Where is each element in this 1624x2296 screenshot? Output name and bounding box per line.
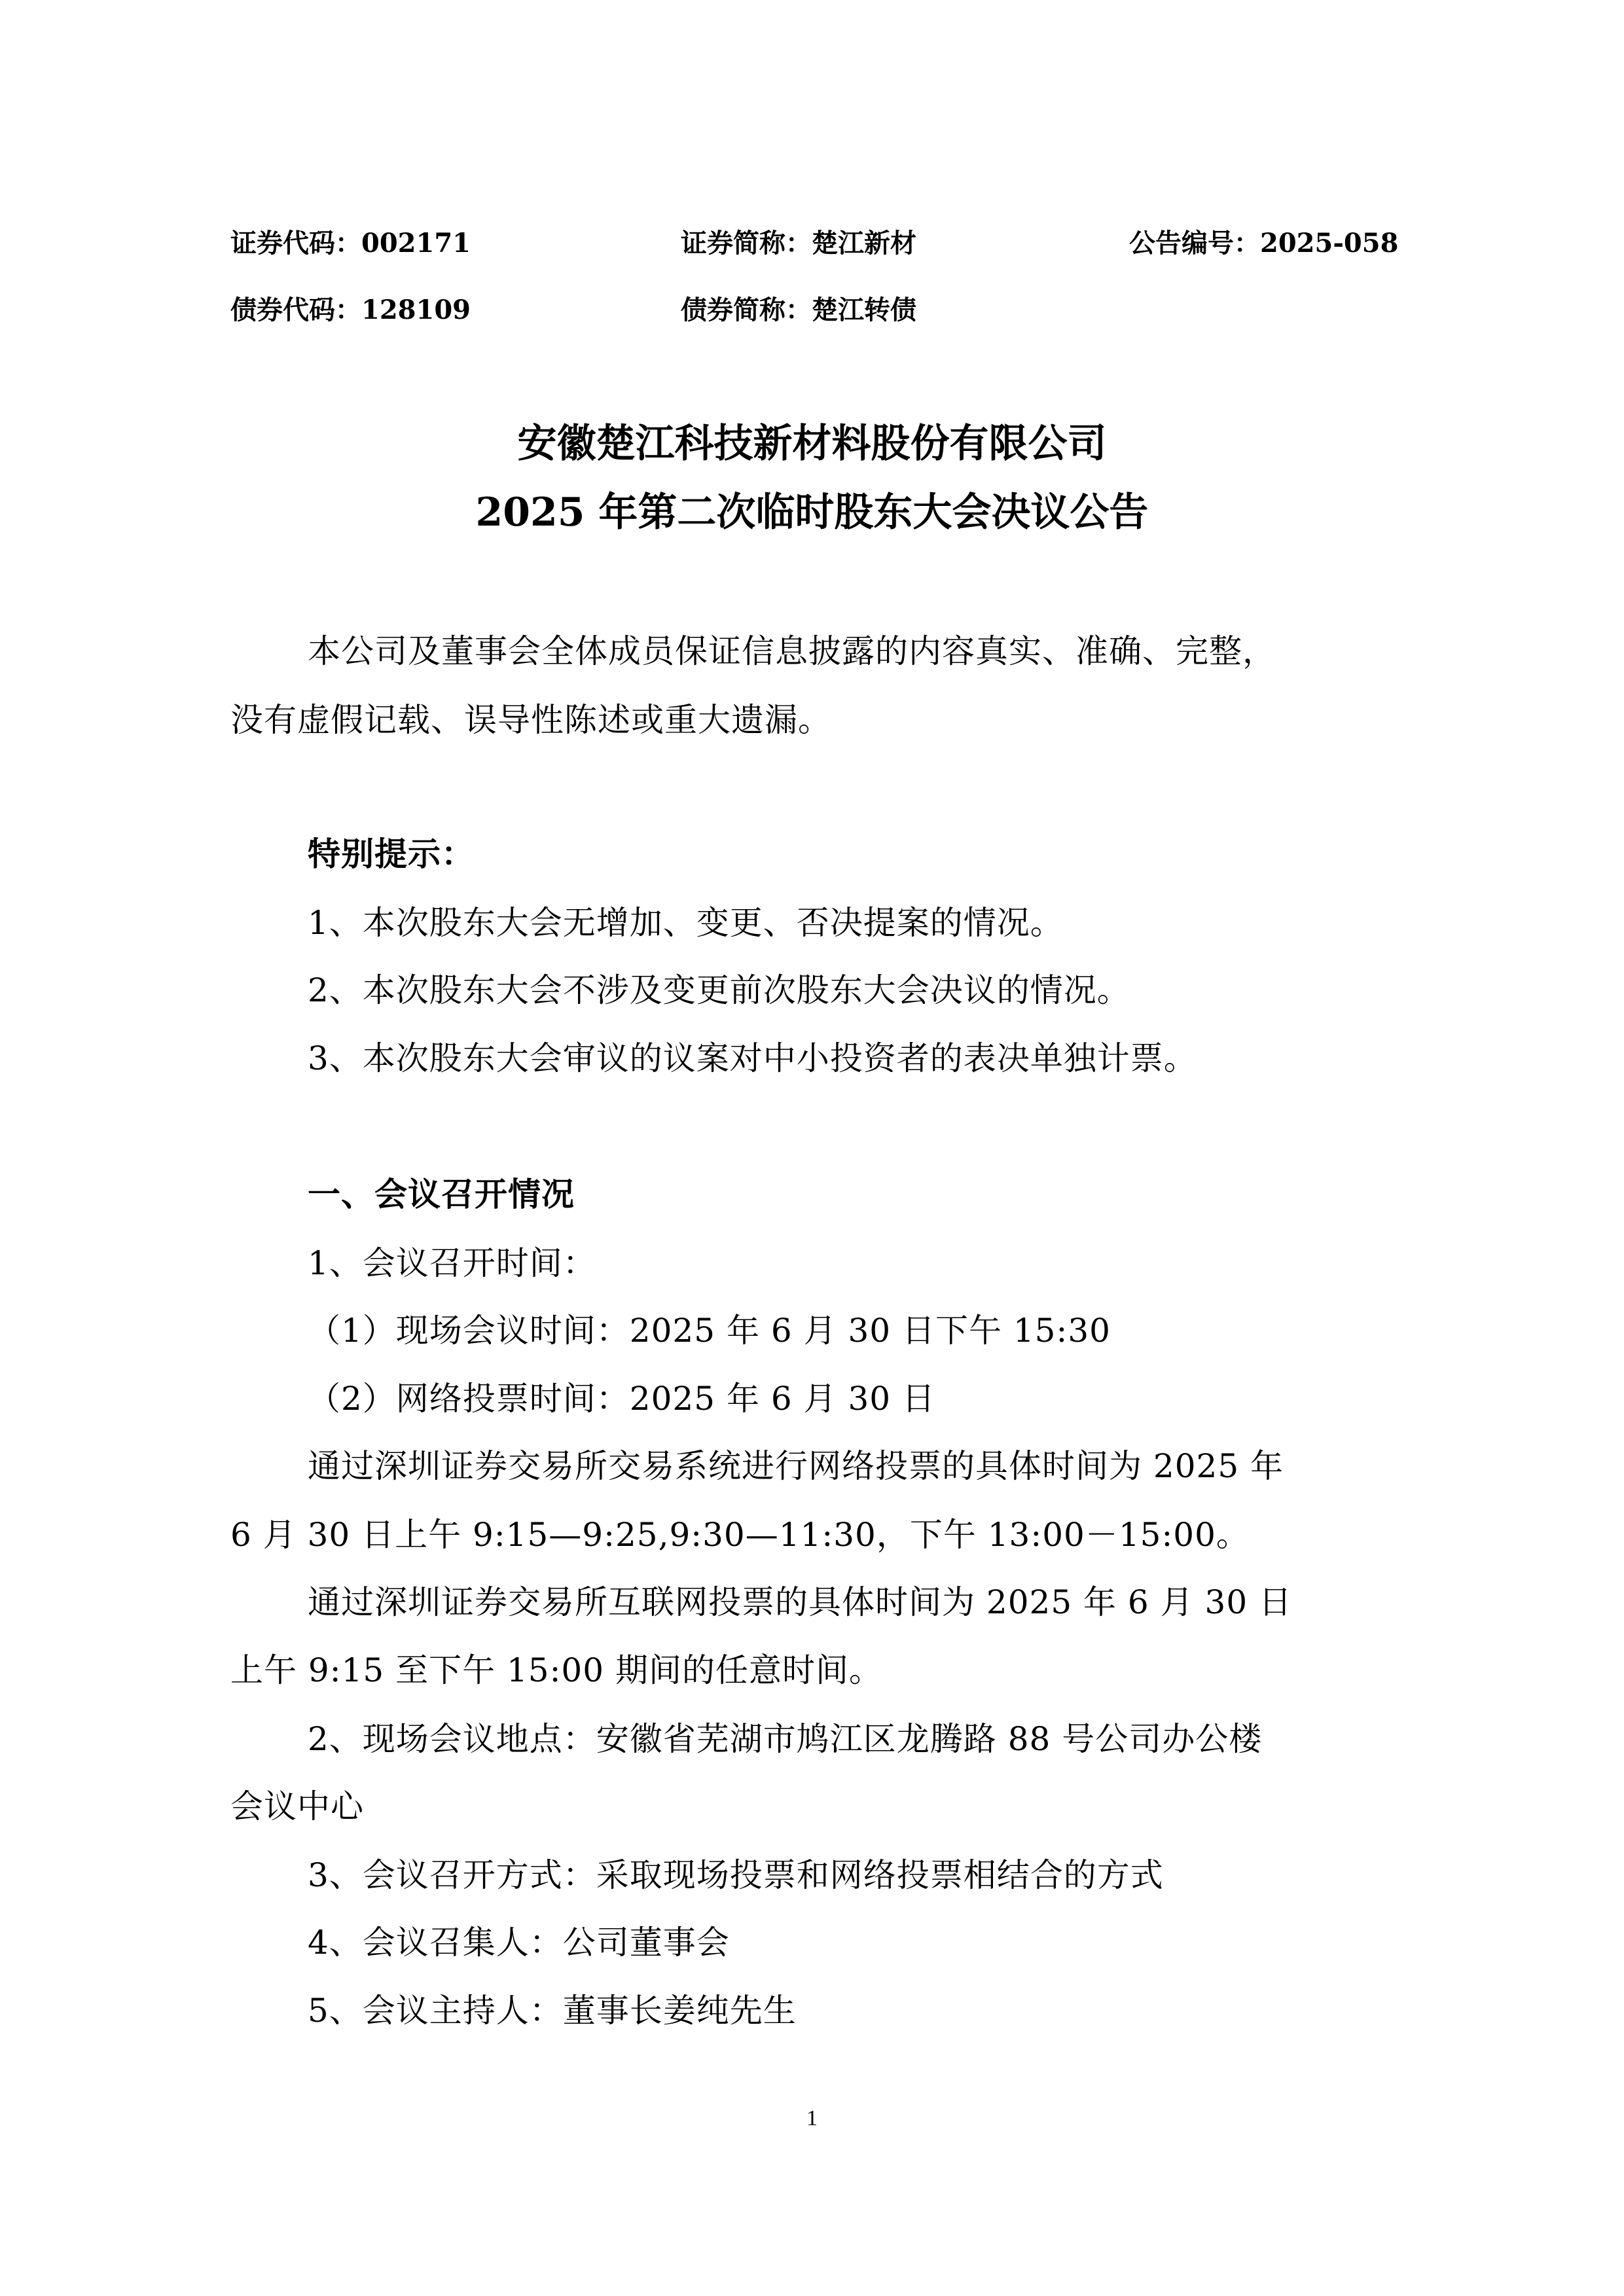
special-notice-item: 3、本次股东大会审议的议案对中小投资者的表决单独计票。 [308,1039,1197,1077]
meeting-time-heading: 1、会议召开时间： [308,1244,596,1282]
company-name-title: 安徽楚江科技新材料股份有限公司 [517,421,1107,467]
internet-voting-line-2: 上午 9:15 至下午 15:00 期间的任意时间。 [230,1651,882,1689]
meeting-location-line-1: 2、现场会议地点：安徽省芜湖市鸠江区龙腾路 88 号公司办公楼 [308,1720,1263,1758]
bond-abbreviation: 债券简称：楚江转债 [681,295,916,325]
meeting-method: 3、会议召开方式：采取现场投票和网络投票相结合的方式 [308,1856,1164,1894]
section-heading-meeting: 一、会议召开情况 [308,1175,575,1213]
special-notice-item: 2、本次股东大会不涉及变更前次股东大会决议的情况。 [308,971,1130,1009]
online-voting-time: （2）网络投票时间：2025 年 6 月 30 日 [308,1380,935,1418]
special-notice-heading: 特别提示： [308,834,475,873]
stock-code: 证券代码：002171 [230,228,471,259]
internet-voting-line-1: 通过深圳证券交易所互联网投票的具体时间为 2025 年 6 月 30 日 [308,1583,1293,1621]
onsite-meeting-time: （1）现场会议时间：2025 年 6 月 30 日下午 15:30 [308,1312,1111,1350]
trading-system-voting-line-1: 通过深圳证券交易所交易系统进行网络投票的具体时间为 2025 年 [308,1447,1284,1485]
meeting-convener: 4、会议召集人：公司董事会 [308,1924,730,1962]
stock-abbreviation: 证券简称：楚江新材 [681,228,916,259]
statement-line-2: 没有虚假记载、误导性陈述或重大遗漏。 [230,701,831,739]
trading-system-voting-line-2: 6 月 30 日上午 9:15—9:25,9:30—11:30，下午 13:00－15:00。 [230,1516,1250,1554]
page-number: 1 [806,2106,818,2130]
announcement-title: 2025 年第二次临时股东大会决议公告 [475,490,1149,535]
meeting-location-line-2: 会议中心 [230,1787,364,1825]
meeting-chair: 5、会议主持人：董事长姜纯先生 [308,1992,797,2030]
special-notice-item: 1、本次股东大会无增加、变更、否决提案的情况。 [308,904,1064,942]
announcement-number: 公告编号：2025-058 [1129,228,1399,259]
bond-code: 债券代码：128109 [230,295,471,325]
statement-line-1: 本公司及董事会全体成员保证信息披露的内容真实、准确、完整， [308,632,1276,670]
